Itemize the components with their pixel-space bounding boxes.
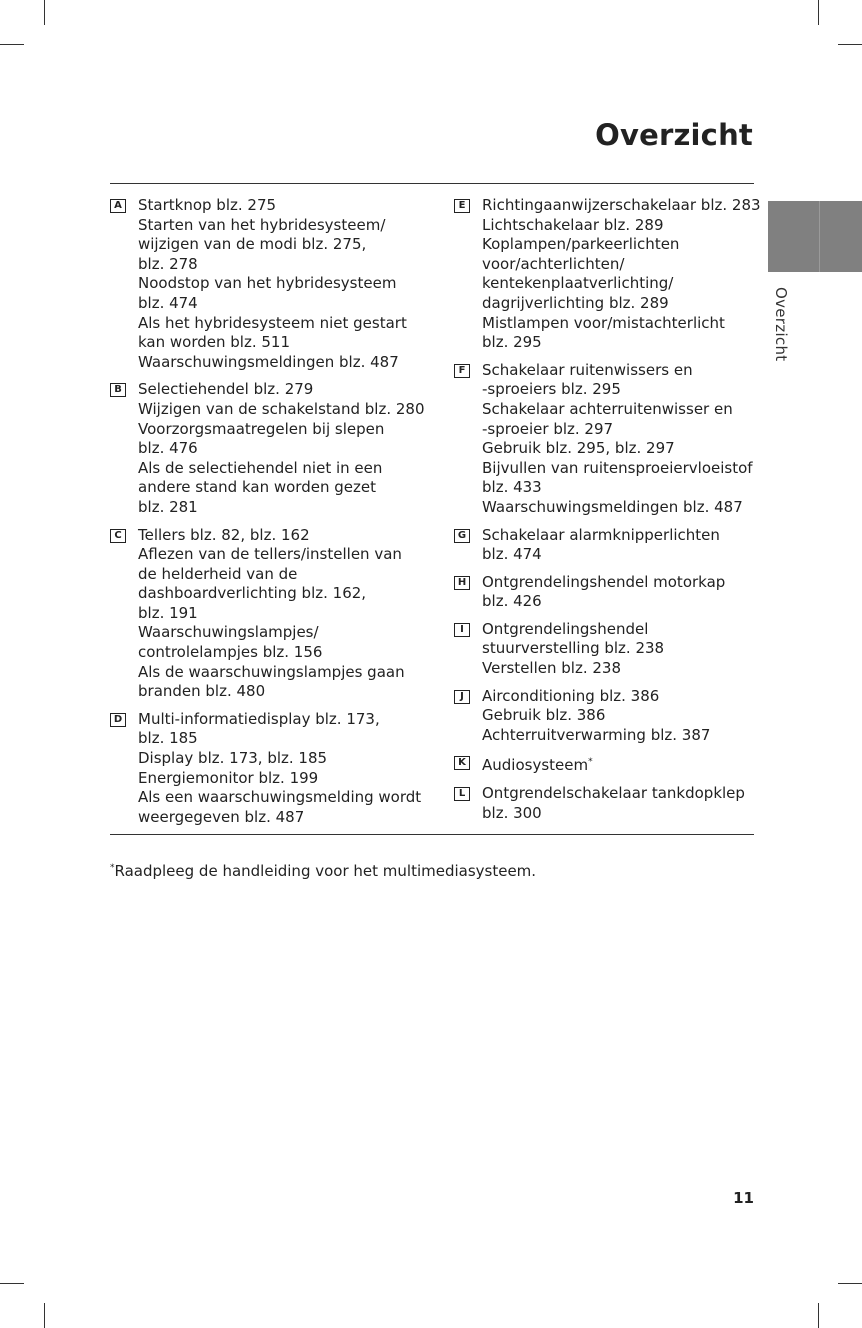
entry-heading bbox=[482, 573, 754, 593]
entry-body bbox=[454, 687, 754, 746]
entry-line-text: Ontgrendelingshendel bbox=[482, 619, 649, 638]
entry-body bbox=[110, 526, 428, 702]
entry-body bbox=[454, 573, 754, 612]
entry-detail-line bbox=[482, 639, 754, 659]
crop-mark bbox=[0, 44, 24, 45]
entry-detail-line bbox=[482, 255, 754, 275]
entry-detail-line bbox=[138, 420, 428, 440]
entry-detail-line bbox=[138, 788, 428, 808]
crop-mark bbox=[818, 1303, 819, 1328]
side-tab-label: Overzicht bbox=[772, 287, 790, 362]
entry-detail-line bbox=[482, 706, 754, 726]
entry-line-text: Als het hybridesysteem niet gestart bbox=[138, 313, 407, 332]
entry-detail-line bbox=[138, 749, 428, 769]
entry-detail-line bbox=[138, 769, 428, 789]
entry-letter-badge: B bbox=[110, 383, 126, 397]
entry-detail-line bbox=[482, 659, 754, 679]
entry-detail-line bbox=[138, 255, 428, 275]
top-rule bbox=[110, 183, 754, 184]
page-title: Overzicht bbox=[595, 118, 753, 152]
entry-body bbox=[454, 784, 754, 823]
entry-line-text: Wijzigen van de schakelstand blz. 280 bbox=[138, 399, 425, 418]
entry-line-text: Achterruitverwarming blz. 387 bbox=[482, 725, 711, 744]
entry-letter-badge: A bbox=[110, 199, 126, 213]
overview-entry bbox=[454, 784, 754, 823]
entry-line-text: andere stand kan worden gezet bbox=[138, 478, 376, 497]
entry-lines bbox=[454, 361, 754, 518]
entry-line-text: blz. 474 bbox=[482, 545, 542, 564]
entry-line-text: Tellers blz. 82, blz. 162 bbox=[138, 525, 310, 544]
entry-detail-line bbox=[482, 545, 754, 565]
entry-detail-line bbox=[138, 643, 428, 663]
entry-line-text: controlelampjes blz. 156 bbox=[138, 643, 323, 662]
overview-entry bbox=[110, 526, 428, 702]
entry-lines bbox=[110, 526, 428, 702]
entry-heading bbox=[482, 361, 754, 381]
entry-line-text: Koplampen/parkeerlichten bbox=[482, 235, 680, 254]
entry-detail-line bbox=[138, 808, 428, 828]
entry-body bbox=[454, 526, 754, 565]
overview-entry bbox=[454, 687, 754, 746]
entry-body bbox=[454, 620, 754, 679]
entry-lines bbox=[454, 687, 754, 746]
entry-detail-line bbox=[482, 274, 754, 294]
entry-letter-badge: F bbox=[454, 364, 470, 378]
entry-lines bbox=[110, 710, 428, 828]
entry-detail-line bbox=[138, 545, 428, 565]
entry-detail-line bbox=[482, 478, 754, 498]
overview-entry bbox=[454, 620, 754, 679]
entry-line-text: blz. 474 bbox=[138, 293, 198, 312]
overview-entry bbox=[454, 361, 754, 518]
entry-detail-line bbox=[482, 294, 754, 314]
entry-detail-line bbox=[482, 459, 754, 479]
entry-line-text: Gebruik blz. 295, blz. 297 bbox=[482, 439, 675, 458]
entry-line-text: blz. 433 bbox=[482, 478, 542, 497]
side-tab-divider bbox=[819, 201, 820, 272]
overview-entry bbox=[110, 710, 428, 828]
entry-detail-line bbox=[482, 400, 754, 420]
entry-detail-line bbox=[482, 380, 754, 400]
entry-letter-badge: K bbox=[454, 756, 470, 770]
entry-detail-line bbox=[138, 565, 428, 585]
entry-line-text: wijzigen van de modi blz. 275, bbox=[138, 235, 367, 254]
entry-letter-badge: D bbox=[110, 713, 126, 727]
entry-line-text: Mistlampen voor/mistachterlicht bbox=[482, 313, 725, 332]
entry-line-text: blz. 278 bbox=[138, 254, 198, 273]
entry-detail-line bbox=[138, 274, 428, 294]
entry-line-text: blz. 426 bbox=[482, 592, 542, 611]
entry-line-text: blz. 185 bbox=[138, 729, 198, 748]
page-number: 11 bbox=[733, 1189, 754, 1207]
entry-line-text: -sproeiers blz. 295 bbox=[482, 380, 621, 399]
overview-entry bbox=[454, 196, 761, 353]
entry-heading bbox=[138, 196, 428, 216]
entry-detail-line bbox=[138, 682, 428, 702]
overview-entry bbox=[110, 380, 428, 517]
entry-line-text: Ontgrendelschakelaar tankdopklep bbox=[482, 784, 745, 803]
entry-letter-badge: E bbox=[454, 199, 470, 213]
entry-lines bbox=[110, 196, 428, 372]
entry-line-text: Aflezen van de tellers/instellen van bbox=[138, 545, 402, 564]
entry-letter-badge: L bbox=[454, 787, 470, 801]
entry-lines bbox=[454, 196, 761, 353]
entry-detail-line bbox=[138, 498, 428, 518]
entry-line-text: Gebruik blz. 386 bbox=[482, 706, 606, 725]
entry-body bbox=[110, 196, 428, 372]
entry-heading bbox=[138, 380, 428, 400]
entry-detail-line bbox=[482, 314, 754, 334]
entry-line-text: Airconditioning blz. 386 bbox=[482, 686, 660, 705]
entry-detail-line bbox=[138, 439, 428, 459]
crop-mark bbox=[44, 0, 45, 25]
entry-body bbox=[454, 361, 754, 518]
footnote-ref-marker: * bbox=[588, 757, 593, 768]
entry-line-text: blz. 300 bbox=[482, 803, 542, 822]
entry-line-text: kan worden blz. 511 bbox=[138, 333, 290, 352]
entry-heading bbox=[482, 753, 754, 776]
entry-line-text: Als de waarschuwingslampjes gaan bbox=[138, 662, 405, 681]
entry-detail-line bbox=[138, 623, 428, 643]
entry-line-text: Richtingaanwijzerschakelaar blz. 283 bbox=[482, 196, 761, 214]
entry-line-text: Als de selectiehendel niet in een bbox=[138, 458, 383, 477]
entry-line-text: Schakelaar ruitenwissers en bbox=[482, 360, 693, 379]
entry-line-text: blz. 295 bbox=[482, 333, 542, 352]
entry-line-text: Verstellen blz. 238 bbox=[482, 659, 621, 678]
entry-line-text: Startknop blz. 275 bbox=[138, 196, 277, 214]
overview-entry bbox=[454, 753, 754, 776]
entry-line-text: blz. 281 bbox=[138, 497, 198, 516]
entry-detail-line bbox=[482, 498, 754, 518]
footnote bbox=[110, 862, 536, 880]
entry-line-text: Energiemonitor blz. 199 bbox=[138, 768, 319, 787]
entry-detail-line bbox=[482, 235, 754, 255]
entry-heading bbox=[482, 620, 754, 640]
entry-line-text: branden blz. 480 bbox=[138, 682, 266, 701]
side-tab bbox=[768, 201, 862, 272]
entry-detail-line bbox=[138, 663, 428, 683]
overview-entry bbox=[454, 573, 754, 612]
entry-line-text: kentekenplaatverlichting/ bbox=[482, 274, 674, 293]
left-column bbox=[110, 196, 428, 835]
entry-line-text: Voorzorgsmaatregelen bij slepen bbox=[138, 419, 385, 438]
entry-lines bbox=[110, 380, 428, 517]
entry-line-text: dagrijverlichting blz. 289 bbox=[482, 293, 669, 312]
entry-letter-badge: G bbox=[454, 529, 470, 543]
entry-detail-line bbox=[138, 235, 428, 255]
entry-detail-line bbox=[482, 420, 754, 440]
entry-line-text: blz. 476 bbox=[138, 439, 198, 458]
entry-detail-line bbox=[138, 459, 428, 479]
entry-line-text: Schakelaar achterruitenwisser en bbox=[482, 399, 733, 418]
footnote-marker: * bbox=[110, 863, 115, 873]
entry-line-text: Waarschuwingsmeldingen blz. 487 bbox=[482, 497, 743, 516]
entry-body bbox=[454, 753, 754, 776]
entry-detail-line bbox=[138, 216, 428, 236]
entry-detail-line bbox=[482, 726, 754, 746]
entry-detail-line bbox=[138, 333, 428, 353]
entry-line-text: Ontgrendelingshendel motorkap bbox=[482, 572, 726, 591]
entry-line-text: Display blz. 173, blz. 185 bbox=[138, 749, 328, 768]
entry-detail-line bbox=[482, 333, 754, 353]
crop-mark bbox=[818, 0, 819, 25]
entry-body bbox=[110, 710, 428, 828]
entry-heading bbox=[482, 784, 754, 804]
entry-detail-line bbox=[482, 804, 754, 824]
bottom-rule bbox=[110, 834, 754, 835]
overview-entry bbox=[110, 196, 428, 372]
entry-detail-line bbox=[138, 400, 428, 420]
entry-lines bbox=[454, 784, 754, 823]
entry-line-text: voor/achterlichten/ bbox=[482, 254, 625, 273]
overview-entry bbox=[454, 526, 754, 565]
entry-line-text: -sproeier blz. 297 bbox=[482, 419, 614, 438]
entry-line-text: Waarschuwingsmeldingen blz. 487 bbox=[138, 352, 399, 371]
entry-detail-line bbox=[138, 729, 428, 749]
entry-heading bbox=[482, 526, 754, 546]
entry-detail-line bbox=[138, 584, 428, 604]
entry-line-text: weergegeven blz. 487 bbox=[138, 807, 305, 826]
entry-heading bbox=[138, 710, 428, 730]
entry-line-text: Selectiehendel blz. 279 bbox=[138, 380, 314, 399]
entry-line-text: Schakelaar alarmknipperlichten bbox=[482, 525, 720, 544]
entry-detail-line bbox=[482, 592, 754, 612]
entry-letter-badge: I bbox=[454, 623, 470, 637]
entry-line-text: Starten van het hybridesysteem/ bbox=[138, 215, 386, 234]
entry-lines bbox=[454, 573, 754, 612]
entry-line-text: Als een waarschuwingsmelding wordt bbox=[138, 788, 422, 807]
footnote-text: Raadpleeg de handleiding voor het multimediasysteem. bbox=[114, 862, 537, 880]
entry-heading bbox=[482, 687, 754, 707]
entry-heading bbox=[138, 526, 428, 546]
entry-lines bbox=[454, 620, 754, 679]
entry-detail-line bbox=[138, 478, 428, 498]
entry-line-text: Waarschuwingslampjes/ bbox=[138, 623, 319, 642]
entry-body bbox=[110, 380, 428, 517]
entry-lines bbox=[454, 753, 754, 776]
entry-line-text: blz. 191 bbox=[138, 603, 198, 622]
entry-line-text: Multi-informatiedisplay blz. 173, bbox=[138, 709, 380, 728]
entry-detail-line bbox=[138, 353, 428, 373]
crop-mark bbox=[838, 1283, 862, 1284]
crop-mark bbox=[0, 1283, 24, 1284]
entry-detail-line bbox=[138, 604, 428, 624]
entry-line-text: Audiosysteem bbox=[482, 756, 589, 775]
entry-detail-line bbox=[482, 439, 754, 459]
entry-letter-badge: J bbox=[454, 690, 470, 704]
entry-line-text: Bijvullen van ruitensproeiervloeistof bbox=[482, 458, 753, 477]
entry-lines bbox=[454, 526, 754, 565]
entry-heading bbox=[482, 196, 761, 216]
entry-line-text: Lichtschakelaar blz. 289 bbox=[482, 215, 664, 234]
entry-letter-badge: C bbox=[110, 529, 126, 543]
entry-detail-line bbox=[138, 314, 428, 334]
entry-detail-line bbox=[482, 216, 754, 236]
entry-line-text: dashboardverlichting blz. 162, bbox=[138, 584, 367, 603]
crop-mark bbox=[838, 44, 862, 45]
entry-line-text: de helderheid van de bbox=[138, 564, 298, 583]
entry-body bbox=[454, 196, 761, 353]
entry-letter-badge: H bbox=[454, 576, 470, 590]
right-column bbox=[454, 196, 761, 831]
entry-line-text: stuurverstelling blz. 238 bbox=[482, 639, 665, 658]
crop-mark bbox=[44, 1303, 45, 1328]
entry-line-text: Noodstop van het hybridesysteem bbox=[138, 274, 397, 293]
entry-detail-line bbox=[138, 294, 428, 314]
